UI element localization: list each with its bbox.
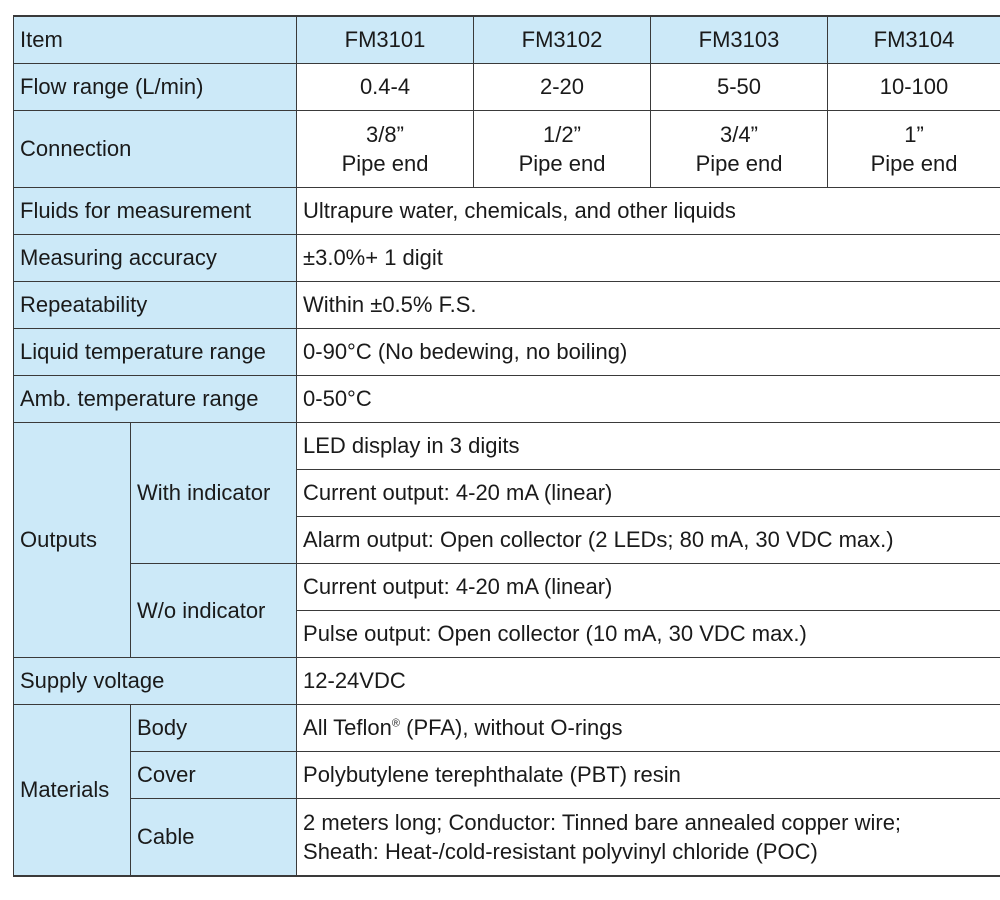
- flow-range-value: 10-100: [828, 63, 1000, 110]
- flow-range-row: [14, 63, 1000, 110]
- repeatability-row: [14, 281, 1000, 328]
- without-indicator-label: W/o indicator: [131, 563, 297, 657]
- connection-size: 3/8”: [366, 121, 404, 147]
- outputs-row: [14, 563, 1000, 610]
- flow-range-value: 0.4-4: [297, 63, 474, 110]
- with-indicator-label: With indicator: [131, 422, 297, 563]
- output-item: Current output: 4-20 mA (linear): [297, 563, 1000, 610]
- supply-voltage-value: 12-24VDC: [297, 657, 1000, 704]
- spec-table: [13, 15, 1000, 877]
- liquid-temp-row: [14, 328, 1000, 375]
- connection-value: [828, 110, 1000, 187]
- cable-line: Sheath: Heat-/cold-resistant polyvinyl chloride (POC): [303, 838, 818, 864]
- materials-row: [14, 704, 1000, 751]
- connection-size: 1/2”: [543, 121, 581, 147]
- connection-type: Pipe end: [870, 150, 958, 176]
- connection-type: Pipe end: [695, 150, 783, 176]
- item-header: Item: [14, 16, 297, 63]
- materials-row: [14, 751, 1000, 798]
- body-text: All Teflon: [303, 715, 392, 740]
- connection-value: [651, 110, 828, 187]
- registered-mark: ®: [391, 717, 400, 730]
- repeatability-label: Repeatability: [14, 281, 297, 328]
- output-item: LED display in 3 digits: [297, 422, 1000, 469]
- model-header: FM3103: [651, 16, 828, 63]
- materials-label: Materials: [14, 704, 131, 876]
- supply-voltage-label: Supply voltage: [14, 657, 297, 704]
- body-text: (PFA), without O-rings: [400, 715, 623, 740]
- fluids-row: [14, 187, 1000, 234]
- materials-cable-value: [297, 798, 1000, 876]
- fluids-value: Ultrapure water, chemicals, and other liquids: [297, 187, 1000, 234]
- output-item: Current output: 4-20 mA (linear): [297, 469, 1000, 516]
- accuracy-value: ±3.0%+ 1 digit: [297, 234, 1000, 281]
- output-item: Alarm output: Open collector (2 LEDs; 80 mA, 30 VDC max.): [297, 516, 1000, 563]
- flow-range-value: 5-50: [651, 63, 828, 110]
- connection-value: [474, 110, 651, 187]
- accuracy-row: [14, 234, 1000, 281]
- connection-type: Pipe end: [341, 150, 429, 176]
- materials-cover-value: Polybutylene terephthalate (PBT) resin: [297, 751, 1000, 798]
- materials-body-label: Body: [131, 704, 297, 751]
- supply-voltage-row: [14, 657, 1000, 704]
- fluids-label: Fluids for measurement: [14, 187, 297, 234]
- connection-value: [297, 110, 474, 187]
- amb-temp-value: 0-50°C: [297, 375, 1000, 422]
- outputs-row: [14, 422, 1000, 469]
- flow-range-value: 2-20: [474, 63, 651, 110]
- model-header: FM3101: [297, 16, 474, 63]
- model-header: FM3104: [828, 16, 1000, 63]
- flow-range-label: Flow range (L/min): [14, 63, 297, 110]
- materials-body-value: [297, 704, 1000, 751]
- outputs-label: Outputs: [14, 422, 131, 657]
- connection-row: [14, 110, 1000, 187]
- connection-label: Connection: [14, 110, 297, 187]
- accuracy-label: Measuring accuracy: [14, 234, 297, 281]
- materials-cover-label: Cover: [131, 751, 297, 798]
- model-header: FM3102: [474, 16, 651, 63]
- connection-size: 3/4”: [720, 121, 758, 147]
- materials-cable-label: Cable: [131, 798, 297, 876]
- cable-line: 2 meters long; Conductor: Tinned bare annealed copper wire;: [303, 809, 902, 835]
- connection-size: 1”: [904, 121, 924, 147]
- materials-row: [14, 798, 1000, 876]
- liquid-temp-label: Liquid temperature range: [14, 328, 297, 375]
- output-item: Pulse output: Open collector (10 mA, 30 VDC max.): [297, 610, 1000, 657]
- amb-temp-row: [14, 375, 1000, 422]
- repeatability-value: Within ±0.5% F.S.: [297, 281, 1000, 328]
- amb-temp-label: Amb. temperature range: [14, 375, 297, 422]
- header-row: [14, 16, 1000, 63]
- connection-type: Pipe end: [518, 150, 606, 176]
- liquid-temp-value: 0-90°C (No bedewing, no boiling): [297, 328, 1000, 375]
